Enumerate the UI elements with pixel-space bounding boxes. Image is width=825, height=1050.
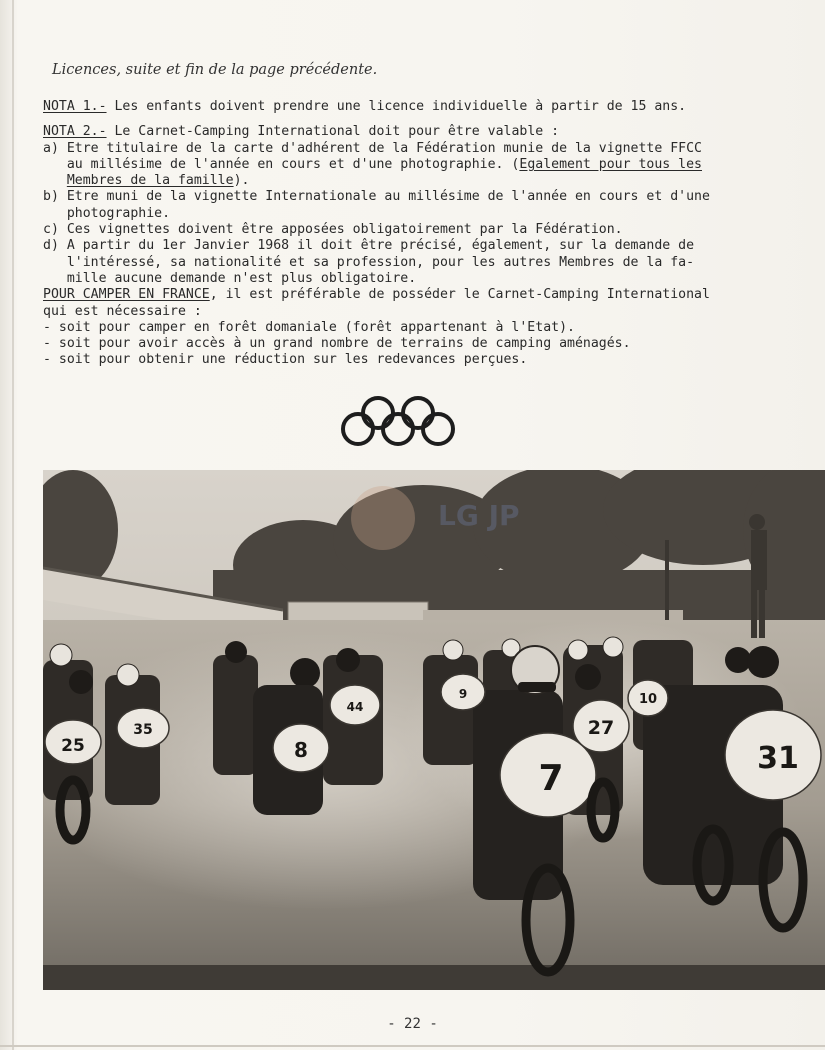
rider-number: 25 (61, 736, 85, 756)
nota-1 (43, 99, 783, 115)
rider-number: 35 (133, 722, 153, 738)
watermark-text: LG JP (438, 499, 520, 532)
camper-line-2: qui est nécessaire : (43, 303, 202, 319)
nota-2-a-line-3 (43, 173, 783, 189)
body-text (43, 99, 783, 369)
nota-2-a-line-3-end: ). (233, 173, 250, 189)
nota-2-a-line-1: a) Etre titulaire de la carte d'adhérent de la Fédération munie de la vignette FFCC (43, 140, 702, 156)
nota-2-a-underlined-1: Egalement pour tous les (519, 156, 702, 172)
nota-1-text: Les enfants doivent prendre une licence individuelle à partir de 15 ans. (106, 99, 687, 114)
rider-number: 8 (294, 738, 308, 762)
indent (43, 173, 67, 188)
nota-2-a-line-2-text: au millésime de l'année en cours et d'une photographie. ( (43, 156, 520, 172)
camper-item: - soit pour obtenir une réduction sur les redevances perçues. (43, 352, 528, 368)
nota-2-d-line-3: mille aucune demande n'est plus obligatoire. (43, 270, 417, 286)
olympic-rings-icon (340, 395, 458, 449)
rider-number: 10 (638, 692, 658, 707)
nota-2-d-line-2: l'intéressé, sa nationalité et sa profession, pour les autres Membres de la fa- (43, 254, 695, 270)
camper-item: - soit pour camper en forêt domaniale (forêt appartenant à l'Etat). (43, 319, 575, 335)
rider-number: 44 (346, 700, 364, 714)
section-heading: Licences, suite et fin de la page précédente. (52, 62, 378, 78)
nota-2-a-line-2 (43, 157, 783, 173)
nota-2-intro: Le Carnet-Camping International doit pour être valable : (106, 124, 560, 140)
nota-2-d-line-1: d) A partir du 1er Janvier 1968 il doit être précisé, également, sur la demande de (43, 238, 695, 254)
nota-2-a-underlined-2: Membres de la famille (66, 173, 234, 189)
nota-2-b-line-2: photographie. (43, 205, 171, 221)
camper-text: , il est préférable de posséder le Carnet-Camping International (209, 287, 710, 303)
nota-2 (43, 124, 783, 140)
bottom-edge (0, 1045, 825, 1047)
motorcycle-race-photo (43, 470, 825, 990)
rider-number: 27 (587, 717, 615, 739)
nota-2-label: NOTA 2.- (43, 124, 107, 140)
rider-number: 31 (757, 741, 799, 776)
camper-label: POUR CAMPER EN FRANCE (43, 287, 210, 303)
binding-edge (12, 0, 14, 1050)
page-number: - 22 - (387, 1016, 438, 1032)
camper-line-1 (43, 287, 783, 303)
nota-2-b-line-1: b) Etre muni de la vignette Internationale au millésime de l'année en cours et d'une (43, 189, 710, 205)
nota-2-c: c) Ces vignettes doivent être apposées obligatoirement par la Fédération. (43, 222, 623, 238)
rider-number: 7 (538, 758, 564, 799)
nota-1-label: NOTA 1.- (43, 99, 107, 114)
rider-number: 9 (458, 687, 468, 701)
camper-item: - soit pour avoir accès à un grand nombre de terrains de camping aménagés. (43, 336, 631, 352)
